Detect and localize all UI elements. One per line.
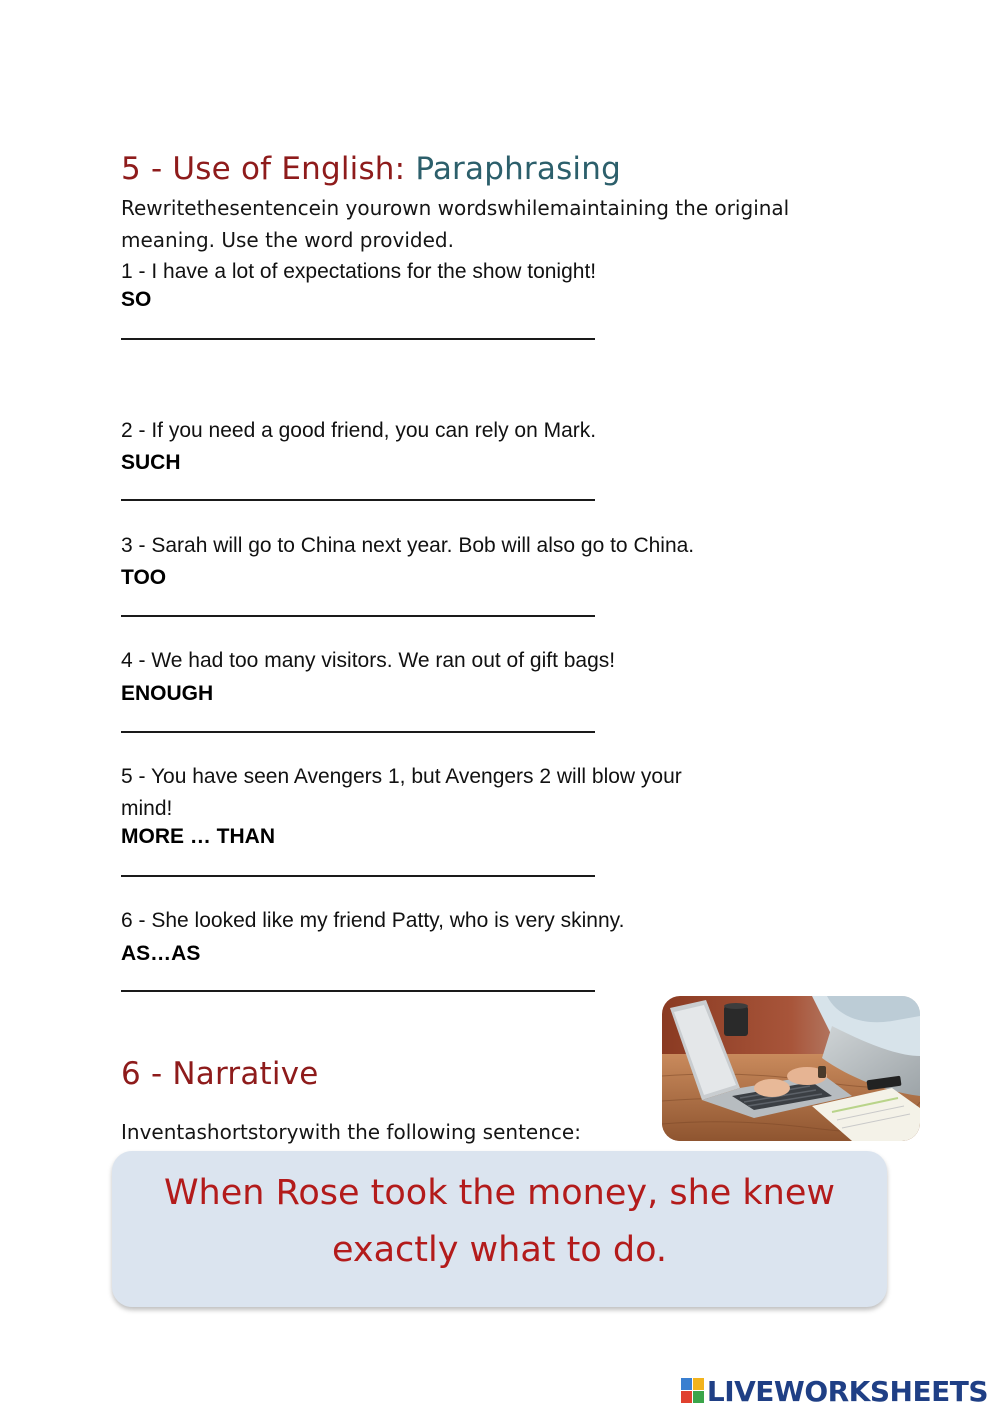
section-6-title: 6 - Narrative <box>121 1056 319 1092</box>
question-3-text: 3 - Sarah will go to China next year. Bob will also go to China. <box>121 534 695 557</box>
question-4-answer-line[interactable] <box>121 731 595 733</box>
section-5-title <box>121 151 621 187</box>
section-6-instruction: Inventashortstorywith the following sentence: <box>121 1120 581 1144</box>
instruction-line-1: Rewritethesentencein yourown wordswhilemaintaining the original <box>121 196 790 220</box>
section-5-instruction <box>121 192 881 256</box>
question-2-answer-line[interactable] <box>121 499 595 501</box>
question-1-text: 1 - I have a lot of expectations for the show tonight! <box>121 260 597 283</box>
question-5-answer-line[interactable] <box>121 875 595 877</box>
question-5-text <box>121 761 761 825</box>
question-3-keyword: TOO <box>121 566 167 589</box>
laptop-photo <box>662 996 920 1141</box>
question-6-keyword: AS…AS <box>121 942 201 965</box>
logo-blocks-icon <box>681 1378 705 1404</box>
highlight-line-1: When Rose took the money, she knew <box>163 1173 836 1213</box>
question-5-keyword: MORE … THAN <box>121 825 275 848</box>
question-1-keyword: SO <box>121 288 152 311</box>
question-6-answer-line[interactable] <box>121 990 595 992</box>
instruction-line-2: meaning. Use the word provided. <box>121 228 454 252</box>
question-2-keyword: SUCH <box>121 451 181 474</box>
question-5-line-1: 5 - You have seen Avengers 1, but Avengers 2 will blow your <box>121 765 682 788</box>
question-5-line-2: mind! <box>121 797 173 820</box>
question-3-answer-line[interactable] <box>121 615 595 617</box>
question-1-answer-line[interactable] <box>121 338 595 340</box>
highlight-sentence <box>112 1165 887 1279</box>
highlight-sentence-box <box>112 1151 887 1307</box>
liveworksheets-logo <box>681 1374 988 1408</box>
question-2-text: 2 - If you need a good friend, you can rely on Mark. <box>121 419 597 442</box>
section-5-title-accent: Paraphrasing <box>415 151 621 187</box>
question-4-keyword: ENOUGH <box>121 682 214 705</box>
question-4-text: 4 - We had too many visitors. We ran out of gift bags! <box>121 649 616 672</box>
section-5-title-prefix: 5 - Use of English: <box>121 151 416 187</box>
logo-text: LIVEWORKSHEETS <box>706 1374 988 1408</box>
highlight-line-2: exactly what to do. <box>331 1230 668 1270</box>
question-6-text: 6 - She looked like my friend Patty, who is very skinny. <box>121 909 625 932</box>
